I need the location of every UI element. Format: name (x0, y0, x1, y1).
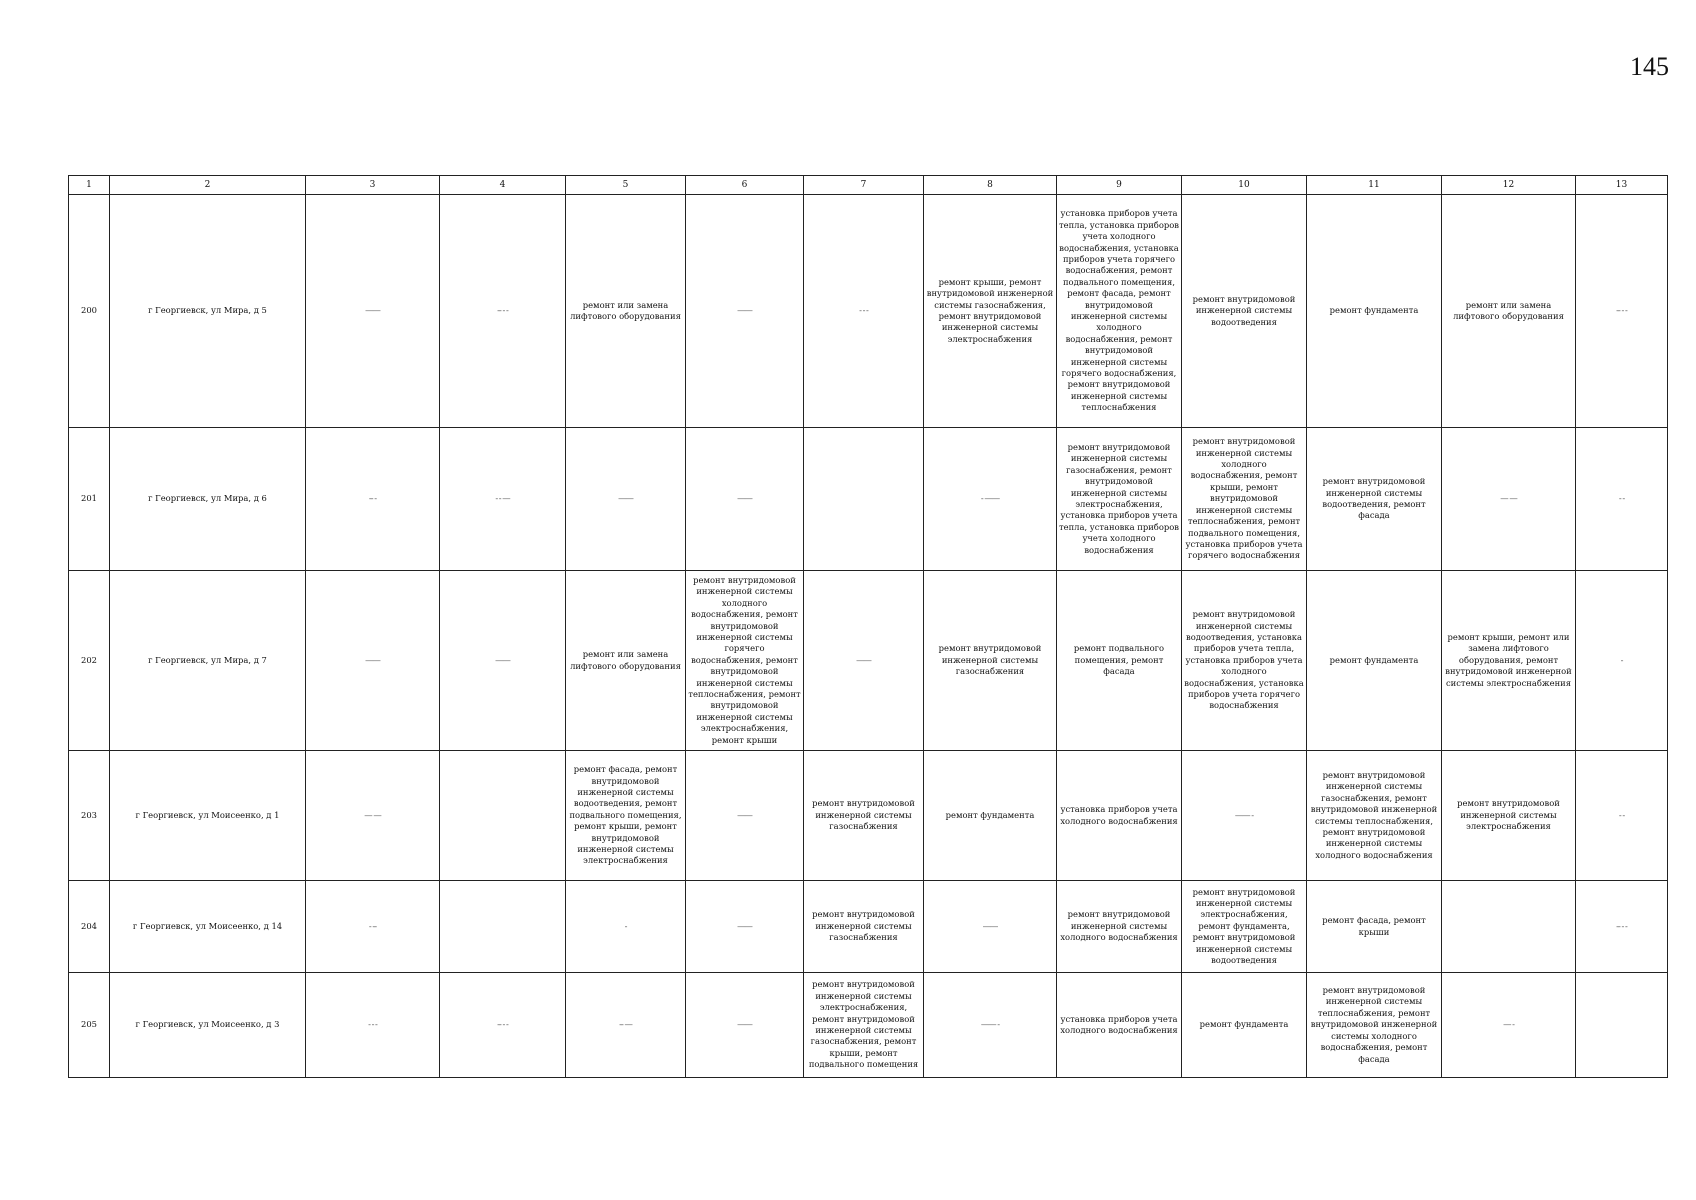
address-cell: г Георгиевск, ул Моисеенко, д 14 (110, 881, 306, 973)
page-number: 145 (1630, 52, 1669, 81)
work-cell: —— (686, 751, 804, 881)
work-cell: —— (686, 428, 804, 571)
address-cell: г Георгиевск, ул Моисеенко, д 3 (110, 973, 306, 1078)
work-cell: установка приборов учета тепла, установка приборов учета холодного водоснабжения, установка приборов учета горячего водоснабжения, ремонт подвального помещения, ремонт фасада, ремонт внутридомовой инженерной системы холодного водоснабжения, ремонт внутридомовой инженерной системы горячего водоснабжения, ремонт внутридомовой инженерной системы теплоснабжения (1057, 195, 1182, 428)
row-number: 200 (69, 195, 110, 428)
column-header: 5 (566, 176, 686, 195)
work-cell: ремонт подвального помещения, ремонт фасада (1057, 571, 1182, 751)
address-cell: г Георгиевск, ул Мира, д 7 (110, 571, 306, 751)
work-cell: —— (440, 571, 566, 751)
work-cell: ремонт крыши, ремонт внутридомовой инженерной системы газоснабжения, ремонт внутридомовой инженерной системы электроснабжения (924, 195, 1057, 428)
column-header: 4 (440, 176, 566, 195)
work-cell: ремонт внутридомовой инженерной системы электроснабжения, ремонт фундамента, ремонт внутридомовой инженерной системы водоотведения (1182, 881, 1307, 973)
work-cell: ремонт внутридомовой инженерной системы холодного водоснабжения, ремонт внутридомовой инженерной системы горячего водоснабжения, ремонт внутридомовой инженерной системы теплоснабжения, ремонт внутридомовой инженерной системы электроснабжения, ремонт крыши (686, 571, 804, 751)
work-cell: ремонт фундамента (1182, 973, 1307, 1078)
work-cell: ремонт внутридомовой инженерной системы холодного водоснабжения, ремонт крыши, ремонт внутридомовой инженерной системы теплоснабжения, ремонт подвального помещения, установка приборов учета горячего водоснабжения (1182, 428, 1307, 571)
work-cell: — - (1442, 973, 1576, 1078)
work-cell: ремонт внутридомовой инженерной системы водоотведения (1182, 195, 1307, 428)
work-cell: ремонт фасада, ремонт внутридомовой инженерной системы водоотведения, ремонт подвального помещения, ремонт крыши, ремонт внутридомовой инженерной системы электроснабжения (566, 751, 686, 881)
work-cell: - - (1576, 428, 1668, 571)
work-cell: ремонт внутридомовой инженерной системы электроснабжения (1442, 751, 1576, 881)
column-header: 7 (804, 176, 924, 195)
work-cell: —— (686, 195, 804, 428)
table-row (69, 973, 1668, 1078)
column-header: 2 (110, 176, 306, 195)
work-cell: -- - - (1576, 881, 1668, 973)
work-cell: —— (306, 571, 440, 751)
work-cell: ремонт фундамента (924, 751, 1057, 881)
work-cell: —— - (1182, 751, 1307, 881)
work-cell: - - — (440, 428, 566, 571)
column-header: 8 (924, 176, 1057, 195)
work-cell: ремонт фундамента (1307, 195, 1442, 428)
work-cell: установка приборов учета холодного водоснабжения (1057, 751, 1182, 881)
table-row (69, 571, 1668, 751)
work-cell: ремонт внутридомовой инженерной системы водоотведения, ремонт фасада (1307, 428, 1442, 571)
table-row (69, 195, 1668, 428)
work-cell: —— (804, 571, 924, 751)
work-cell: ремонт крыши, ремонт или замена лифтового оборудования, ремонт внутридомовой инженерной системы электроснабжения (1442, 571, 1576, 751)
work-cell: —— (306, 195, 440, 428)
work-cell (1442, 881, 1576, 973)
address-cell: г Георгиевск, ул Мира, д 6 (110, 428, 306, 571)
work-cell: - (1576, 571, 1668, 751)
work-cell: —— - (924, 973, 1057, 1078)
work-cell: ремонт внутридомовой инженерной системы холодного водоснабжения (1057, 881, 1182, 973)
column-header: 10 (1182, 176, 1307, 195)
row-number: 201 (69, 428, 110, 571)
work-cell: — — (1442, 428, 1576, 571)
work-cell (440, 751, 566, 881)
work-cell: ремонт внутридомовой инженерной системы газоснабжения (804, 751, 924, 881)
work-cell: —— (924, 881, 1057, 973)
work-cell: - - - (804, 195, 924, 428)
address-cell: г Георгиевск, ул Моисеенко, д 1 (110, 751, 306, 881)
work-cell: — — (306, 751, 440, 881)
table-row (69, 751, 1668, 881)
address-cell: г Георгиевск, ул Мира, д 5 (110, 195, 306, 428)
work-cell: -- — (566, 973, 686, 1078)
work-cell: -- - - (440, 973, 566, 1078)
work-cell: - - - (306, 973, 440, 1078)
column-header: 12 (1442, 176, 1576, 195)
column-header: 3 (306, 176, 440, 195)
row-number: 202 (69, 571, 110, 751)
row-number: 205 (69, 973, 110, 1078)
work-cell: установка приборов учета холодного водоснабжения (1057, 973, 1182, 1078)
work-cell: ремонт внутридомовой инженерной системы газоснабжения, ремонт внутридомовой инженерной системы электроснабжения, установка приборов учета тепла, установка приборов учета холодного водоснабжения (1057, 428, 1182, 571)
work-cell: - (566, 881, 686, 973)
work-cell: - -- (306, 881, 440, 973)
header-row (69, 176, 1668, 195)
work-cell: -- - (306, 428, 440, 571)
column-header: 9 (1057, 176, 1182, 195)
work-cell: ремонт фасада, ремонт крыши (1307, 881, 1442, 973)
repair-schedule-table (68, 175, 1668, 1078)
table-row (69, 428, 1668, 571)
work-cell: -- - - (440, 195, 566, 428)
work-cell: - —— (924, 428, 1057, 571)
work-cell: ремонт внутридомовой инженерной системы газоснабжения (924, 571, 1057, 751)
work-cell: ремонт или замена лифтового оборудования (566, 195, 686, 428)
work-cell: -- - - (1576, 195, 1668, 428)
table-row (69, 881, 1668, 973)
work-cell: —— (686, 973, 804, 1078)
column-header: 6 (686, 176, 804, 195)
work-cell (804, 428, 924, 571)
work-cell (1576, 973, 1668, 1078)
work-cell: ремонт внутридомовой инженерной системы теплоснабжения, ремонт внутридомовой инженерной системы холодного водоснабжения, ремонт фасада (1307, 973, 1442, 1078)
work-cell: —— (566, 428, 686, 571)
column-header: 1 (69, 176, 110, 195)
column-header: 11 (1307, 176, 1442, 195)
column-header: 13 (1576, 176, 1668, 195)
work-cell: ремонт или замена лифтового оборудования (1442, 195, 1576, 428)
work-cell: ремонт внутридомовой инженерной системы газоснабжения (804, 881, 924, 973)
row-number: 203 (69, 751, 110, 881)
row-number: 204 (69, 881, 110, 973)
work-cell (440, 881, 566, 973)
work-cell: ремонт фундамента (1307, 571, 1442, 751)
work-cell: ремонт или замена лифтового оборудования (566, 571, 686, 751)
work-cell: ремонт внутридомовой инженерной системы газоснабжения, ремонт внутридомовой инженерной системы теплоснабжения, ремонт внутридомовой инженерной системы холодного водоснабжения (1307, 751, 1442, 881)
work-cell: - - (1576, 751, 1668, 881)
work-cell: ремонт внутридомовой инженерной системы водоотведения, установка приборов учета тепла, установка приборов учета холодного водоснабжения, установка приборов учета горячего водоснабжения (1182, 571, 1307, 751)
work-cell: ремонт внутридомовой инженерной системы электроснабжения, ремонт внутридомовой инженерной системы газоснабжения, ремонт крыши, ремонт подвального помещения (804, 973, 924, 1078)
work-cell: —— (686, 881, 804, 973)
